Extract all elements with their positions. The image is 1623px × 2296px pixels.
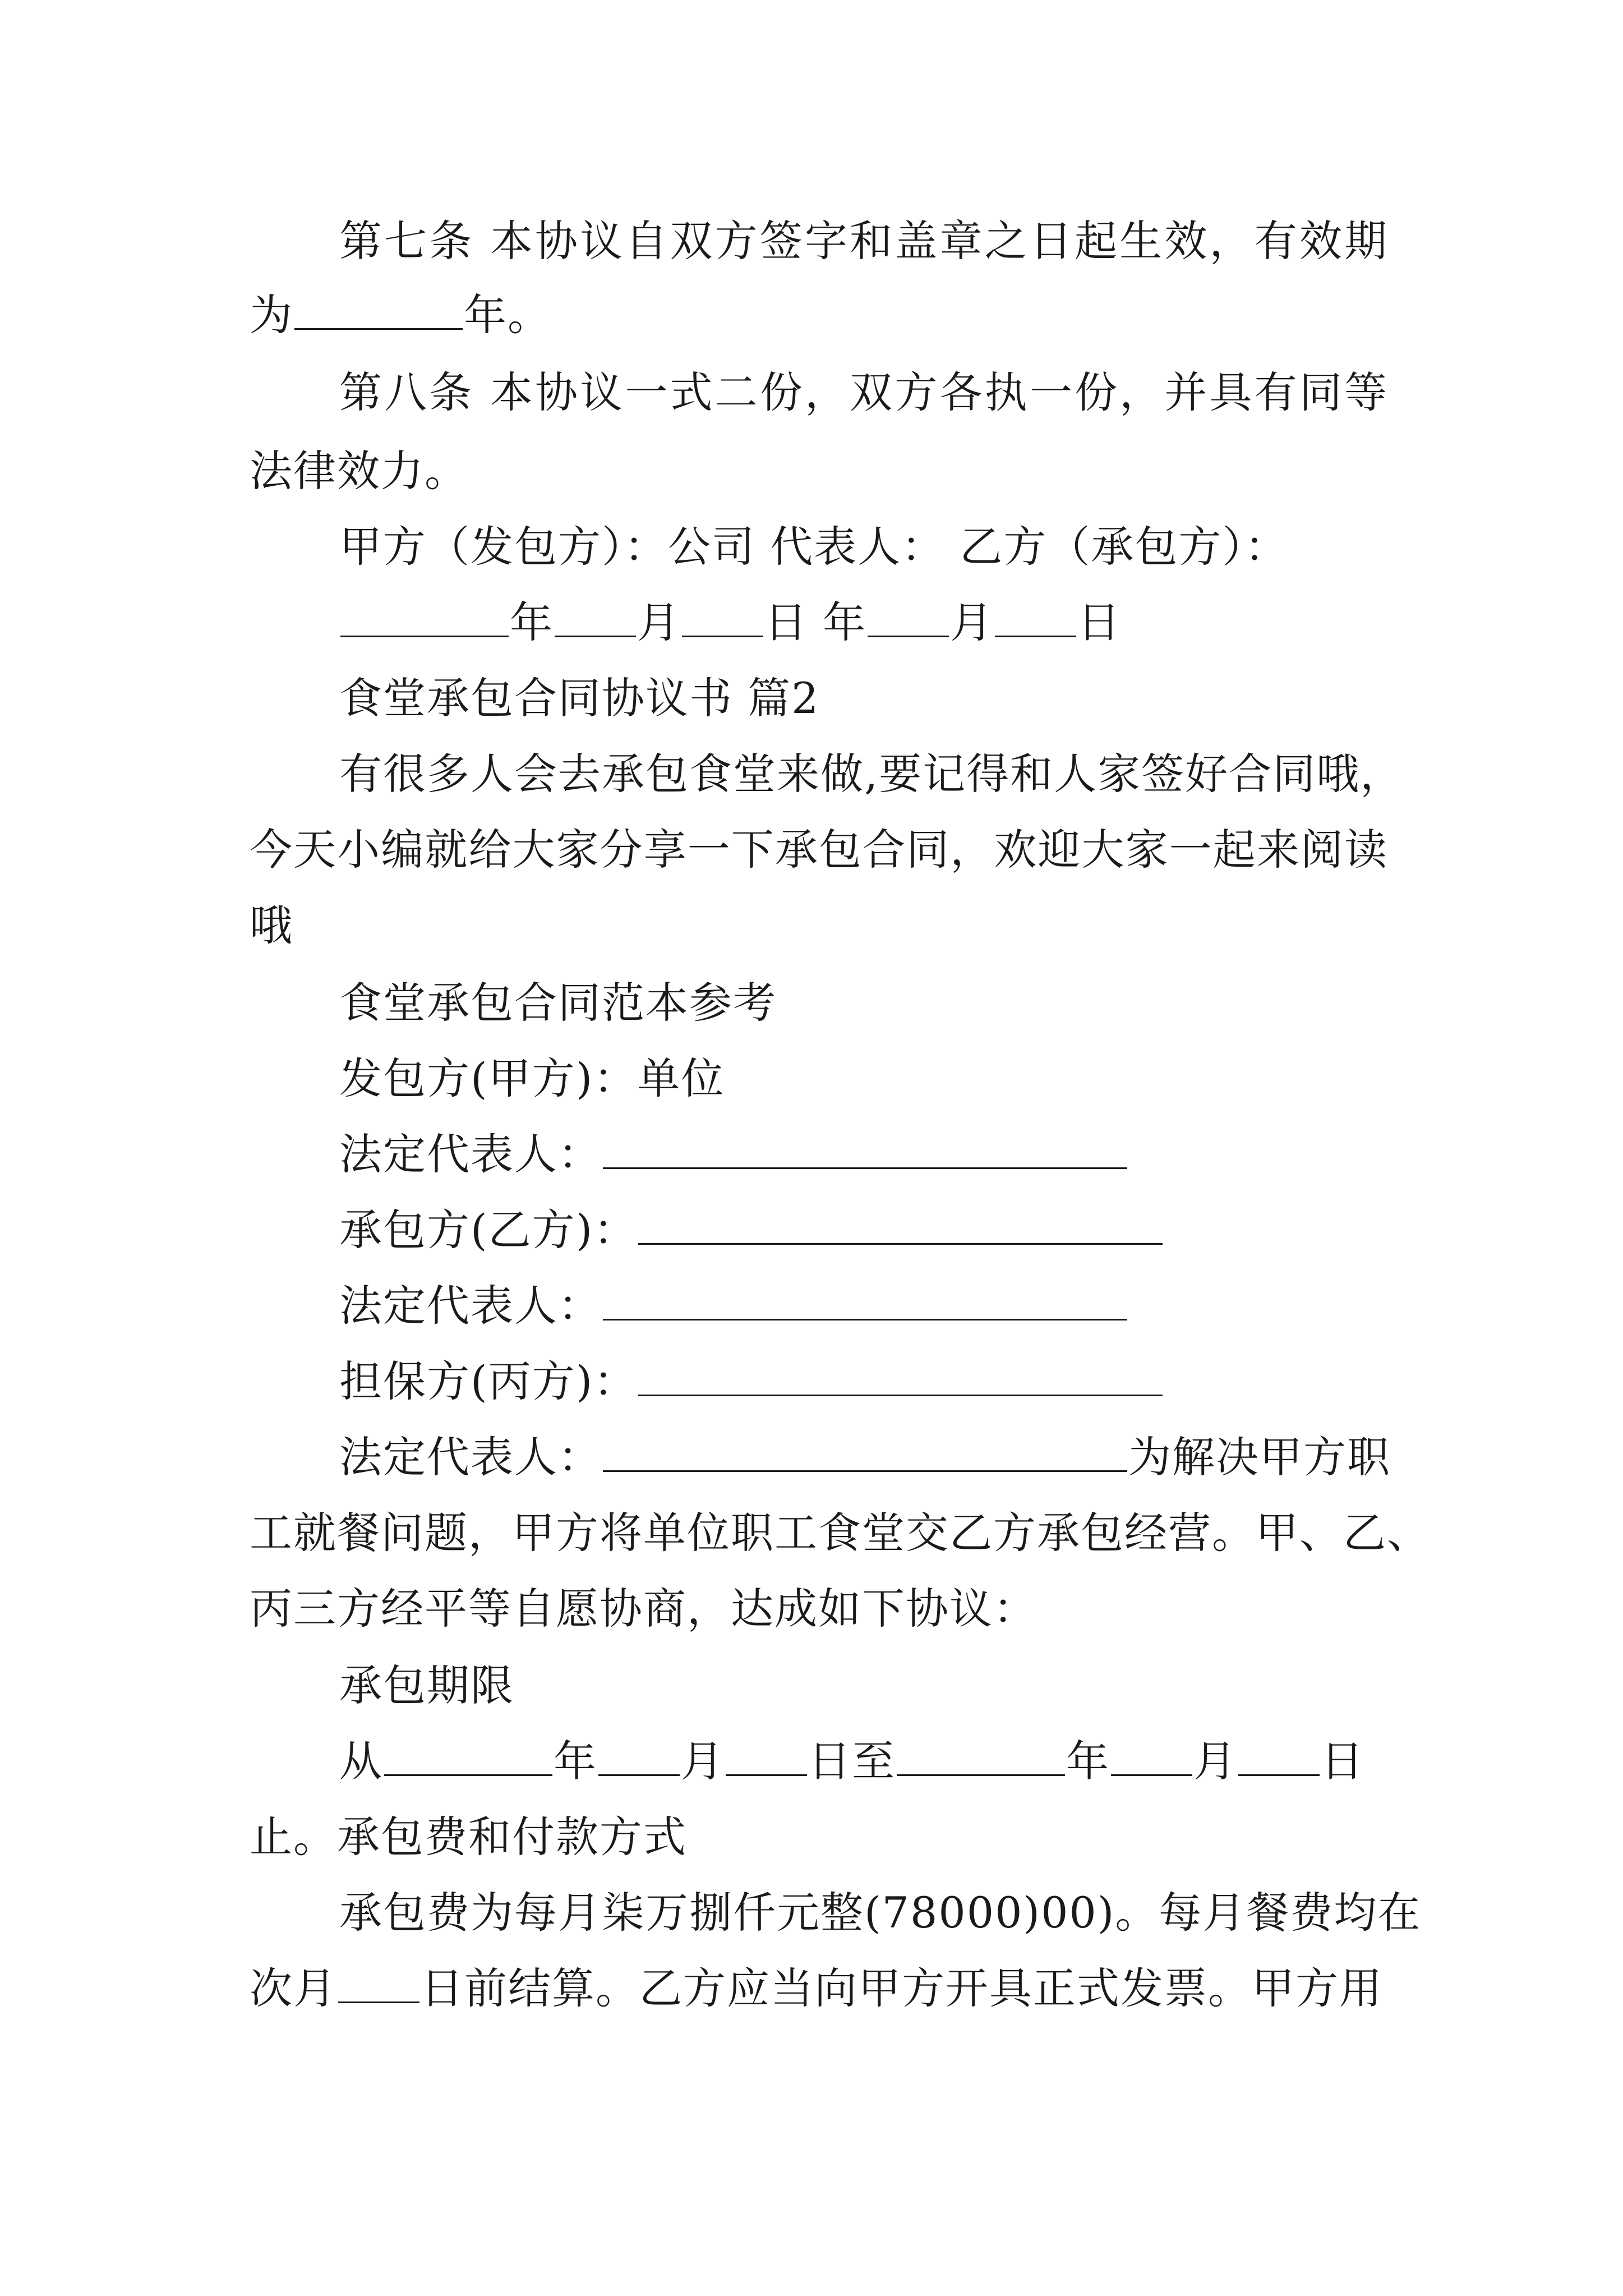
purpose-line-3: 丙三方经平等自愿协商，达成如下协议： bbox=[250, 1584, 1037, 1634]
text-span: 日 bbox=[1077, 597, 1122, 647]
blank-line bbox=[338, 1967, 419, 2003]
template-title: 食堂承包合同范本参考 bbox=[339, 978, 777, 1028]
text-span: 从 bbox=[339, 1736, 383, 1786]
blank-line bbox=[897, 1740, 1065, 1776]
blank-line bbox=[340, 601, 509, 637]
blank-line bbox=[638, 1360, 1163, 1396]
blank-line bbox=[603, 1435, 1127, 1472]
text-span: 为解决甲方职 bbox=[1128, 1432, 1391, 1482]
intro-line-1: 有很多人会去承包食堂来做,要记得和人家签好合同哦， bbox=[339, 749, 1404, 799]
blank-line bbox=[294, 293, 463, 330]
party-a-line: 发包方(甲方)：单位 bbox=[339, 1053, 725, 1103]
article-7-line-2 bbox=[250, 287, 1388, 343]
party-b-line bbox=[339, 1202, 1388, 1258]
text-span: 月 bbox=[637, 597, 681, 647]
intro-line-2: 今天小编就给大家分享一下承包合同，欢迎大家一起来阅读 bbox=[250, 825, 1388, 875]
text-span: 年。 bbox=[464, 290, 551, 340]
blank-line bbox=[555, 601, 636, 637]
text-span: 法定代表人： bbox=[339, 1432, 602, 1482]
article-8-line-2: 法律效力。 bbox=[250, 446, 468, 496]
text-span: 年 bbox=[510, 597, 554, 647]
text-span: 次月 bbox=[250, 1963, 337, 2013]
blank-line bbox=[603, 1133, 1127, 1169]
fee-line-2 bbox=[250, 1961, 1388, 2017]
legal-rep-line-2 bbox=[339, 1278, 1388, 1334]
blank-line bbox=[682, 601, 763, 637]
blank-line bbox=[384, 1740, 552, 1776]
text-span: 日至 bbox=[808, 1736, 896, 1786]
text-span: 年 bbox=[554, 1736, 597, 1786]
text-span: 月 bbox=[950, 597, 994, 647]
blank-line bbox=[603, 1284, 1127, 1320]
text-span: 担保方(丙方)： bbox=[339, 1356, 638, 1406]
blank-line bbox=[868, 601, 949, 637]
text-span: 承包方(乙方)： bbox=[339, 1205, 638, 1255]
text-span: 为 bbox=[250, 290, 293, 340]
legal-rep-line-1 bbox=[339, 1126, 1388, 1182]
text-span: 日 年 bbox=[764, 597, 867, 647]
signature-date-line bbox=[339, 595, 1388, 651]
term-heading: 承包期限 bbox=[339, 1660, 514, 1710]
section-heading: 食堂承包合同协议书 篇2 bbox=[339, 673, 820, 723]
blank-line bbox=[638, 1208, 1163, 1245]
text-span: 法定代表人： bbox=[339, 1129, 602, 1179]
text-span: 月 bbox=[1193, 1736, 1237, 1786]
article-8-line-1: 第八条 本协议一式二份，双方各执一份，并具有同等 bbox=[339, 367, 1388, 417]
guarantor-line bbox=[339, 1354, 1388, 1410]
legal-rep-line-3 bbox=[339, 1429, 1391, 1485]
blank-line bbox=[1238, 1740, 1320, 1776]
term-line-2: 止。承包费和付款方式 bbox=[250, 1812, 687, 1862]
text-span: 年 bbox=[1066, 1736, 1110, 1786]
blank-line bbox=[1111, 1740, 1192, 1776]
blank-line bbox=[598, 1740, 680, 1776]
fee-line-1: 承包费为每月柒万捌仟元整(78000)00)。每月餐费均在 bbox=[339, 1888, 1422, 1938]
text-span: 月 bbox=[681, 1736, 725, 1786]
signature-parties: 甲方（发包方）：公司 代表人： 乙方（承包方）： bbox=[339, 522, 1289, 572]
article-7-line-1: 第七条 本协议自双方签字和盖章之日起生效，有效期 bbox=[339, 216, 1388, 266]
purpose-line-2: 工就餐问题，甲方将单位职工食堂交乙方承包经营。甲、乙、 bbox=[250, 1508, 1431, 1558]
blank-line bbox=[726, 1740, 807, 1776]
text-span: 日前结算。乙方应当向甲方开具正式发票。甲方用 bbox=[421, 1963, 1383, 2013]
intro-line-3: 哦 bbox=[250, 900, 293, 950]
text-span: 法定代表人： bbox=[339, 1281, 602, 1331]
blank-line bbox=[995, 601, 1076, 637]
text-span: 日 bbox=[1321, 1736, 1364, 1786]
term-line-1 bbox=[339, 1733, 1388, 1789]
